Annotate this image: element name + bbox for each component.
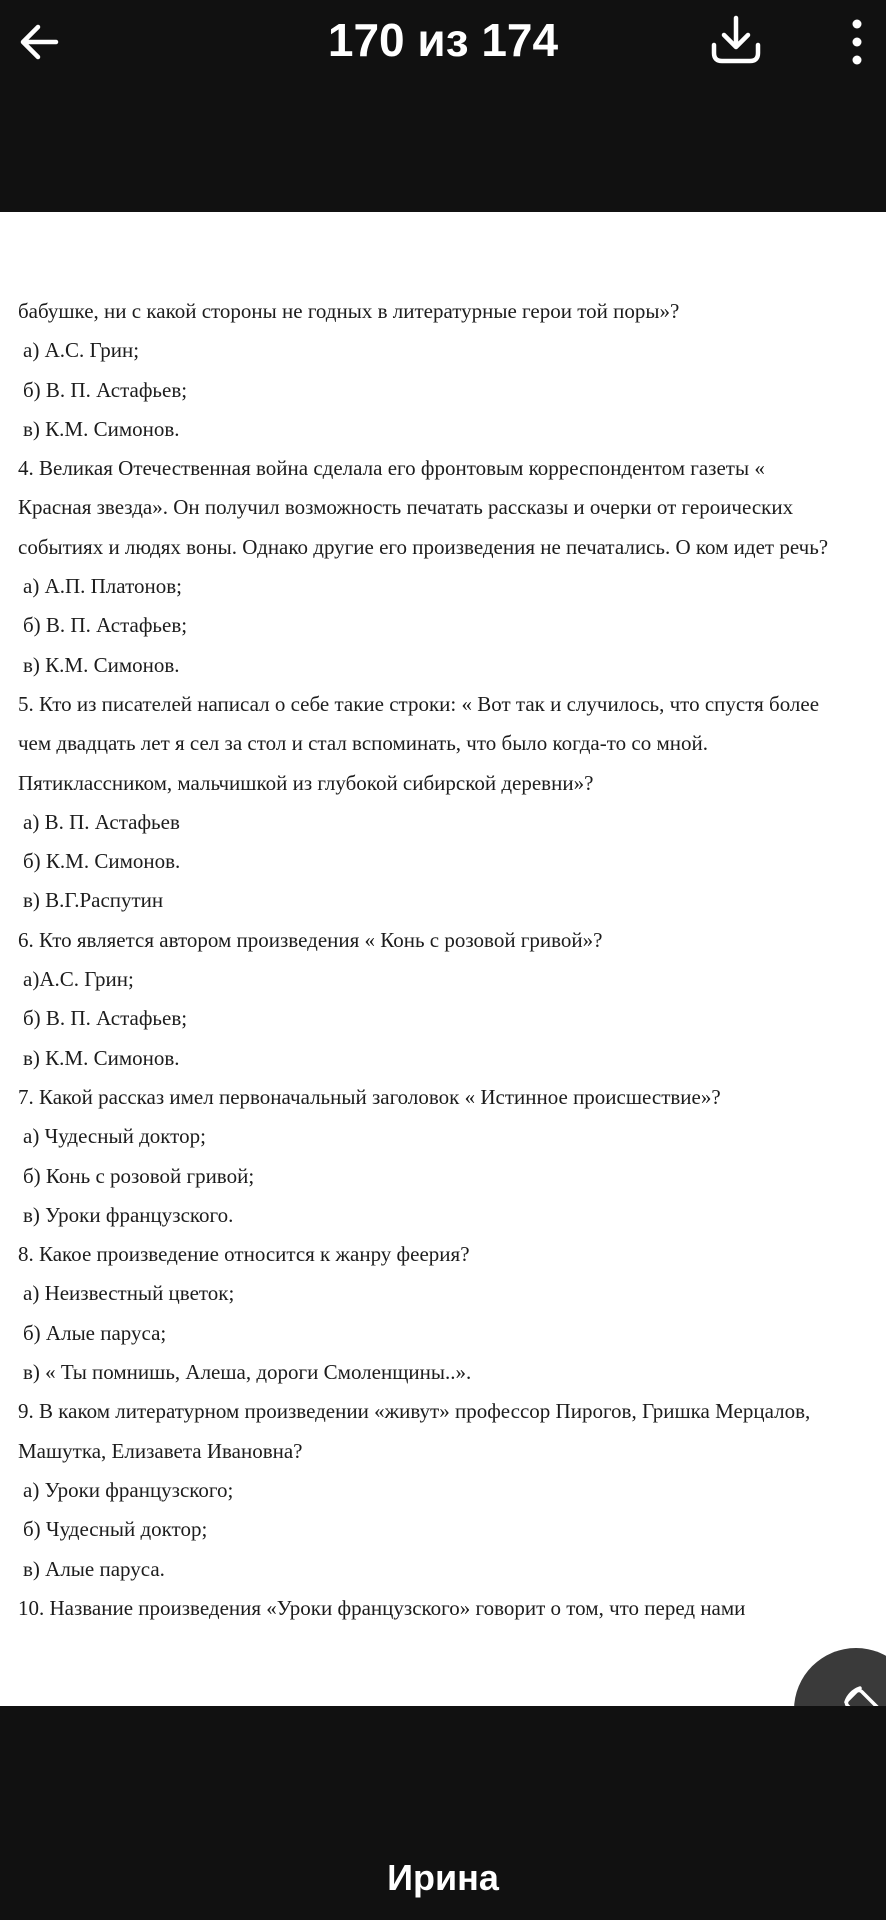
question-text-line: 4. Великая Отечественная война сделала его фронтовым корреспондентом газеты «	[18, 456, 765, 481]
more-options-button[interactable]	[832, 10, 882, 74]
page-counter: 170 из 174	[327, 14, 559, 66]
question-text-line: Красная звезда». Он получил возможность печатать рассказы и очерки от героических	[18, 495, 794, 520]
answer-option-line: а) А.П. Платонов;	[23, 574, 182, 599]
question-text-line: Машутка, Елизавета Ивановна?	[18, 1438, 303, 1463]
question-text-line: 8. Какое произведение относится к жанру феерия?	[18, 1242, 470, 1267]
question-text-line: 9. В каком литературном произведении «живут» профессор Пирогов, Гришка Мерцалов,	[18, 1399, 811, 1424]
answer-option-line: а)А.С. Грин;	[23, 967, 134, 992]
answer-option-line: а) Уроки французского;	[23, 1477, 234, 1502]
arrow-left-icon	[16, 18, 64, 66]
question-text-line: Пятиклассником, мальчишкой из глубокой сибирской деревни»?	[18, 770, 594, 795]
question-text-line: бабушке, ни с какой стороны не годных в литературные герои той поры»?	[18, 299, 680, 323]
bottom-bar	[0, 1706, 886, 1920]
download-icon	[708, 12, 764, 68]
question-text-line: 10. Название произведения «Уроки французского» говорит о том, что перед нами	[18, 1595, 746, 1620]
document-text	[18, 292, 880, 1628]
answer-option-line: б) Конь с розовой гривой;	[23, 1163, 255, 1188]
answer-option-line: а) В. П. Астафьев	[23, 809, 180, 834]
question-text-line: чем двадцать лет я сел за стол и стал вспоминать, что было когда-то со мной.	[18, 731, 708, 756]
answer-option-line: в) К.М. Симонов.	[23, 1045, 180, 1070]
download-button[interactable]	[702, 6, 770, 74]
back-button[interactable]	[8, 10, 72, 74]
answer-option-line: а) Неизвестный цветок;	[23, 1281, 235, 1306]
document-page-image[interactable]	[0, 212, 886, 1706]
question-text-line: 5. Кто из писателей написал о себе такие строки: « Вот так и случилось, что спустя более	[18, 691, 820, 716]
top-bar	[0, 0, 886, 212]
answer-option-line: в) В.Г.Распутин	[23, 888, 164, 913]
more-vertical-icon	[851, 18, 863, 66]
answer-option-line: а) А.С. Грин;	[23, 338, 140, 363]
answer-option-line: в) Алые паруса.	[23, 1556, 165, 1581]
question-text-line: 6. Кто является автором произведения « Конь с розовой гривой»?	[18, 927, 603, 952]
answer-option-line: в) К.М. Симонов.	[23, 416, 180, 441]
question-text-line: 7. Какой рассказ имел первоначальный заголовок « Истинное происшествие»?	[18, 1084, 721, 1109]
answer-option-line: в) Уроки французского.	[23, 1202, 234, 1227]
answer-option-line: в) « Ты помнишь, Алеша, дороги Смоленщины..».	[23, 1360, 472, 1385]
answer-option-line: б) В. П. Астафьев;	[23, 613, 188, 638]
question-text-line: событиях и людях воны. Однако другие его произведения не печатались. О ком идет речь?	[18, 534, 829, 559]
answer-option-line: а) Чудесный доктор;	[23, 1124, 206, 1149]
answer-option-line: б) К.М. Симонов.	[23, 849, 181, 874]
answer-option-line: б) Алые паруса;	[23, 1320, 167, 1345]
answer-option-line: б) В. П. Астафьев;	[23, 377, 188, 402]
answer-option-line: б) В. П. Астафьев;	[23, 1006, 188, 1031]
answer-option-line: б) Чудесный доктор;	[23, 1517, 208, 1542]
answer-option-line: в) К.М. Симонов.	[23, 652, 180, 677]
author-name[interactable]: Ирина	[387, 1857, 499, 1898]
